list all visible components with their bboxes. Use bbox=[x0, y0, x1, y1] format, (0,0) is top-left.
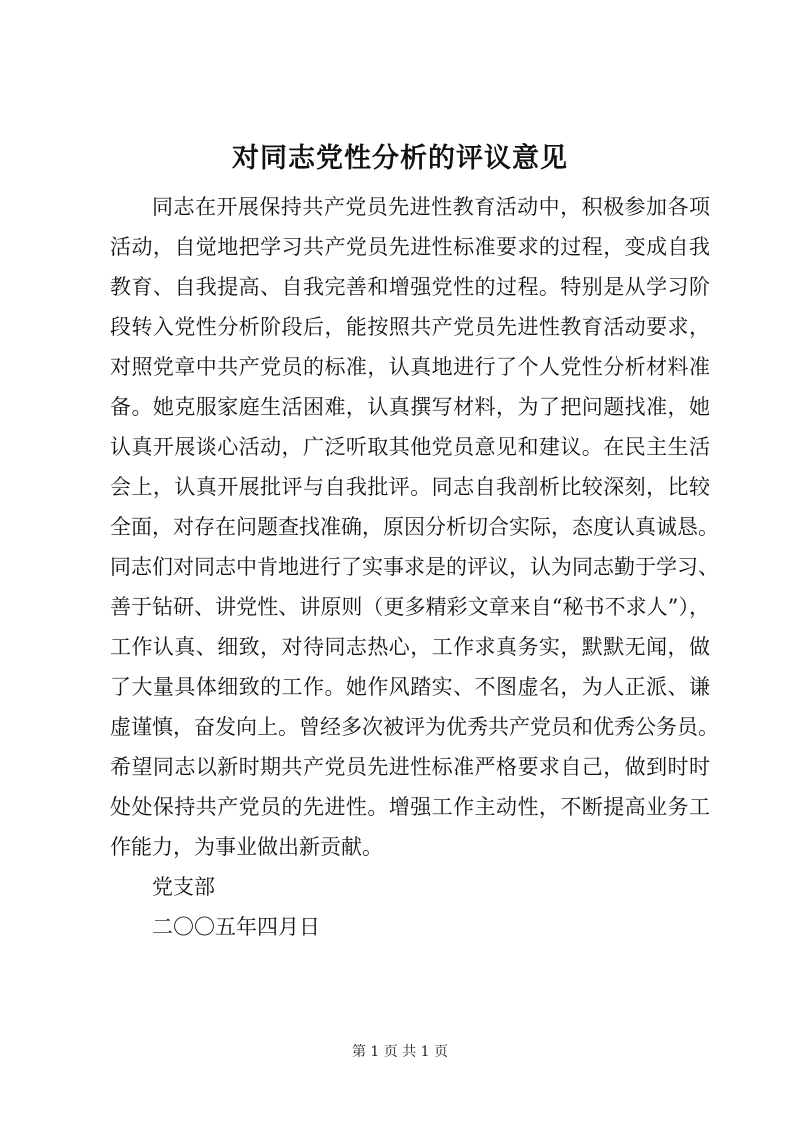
signature-date: 二〇〇五年四月日 bbox=[152, 915, 320, 939]
page-footer: 第 1 页 共 1 页 bbox=[351, 1044, 449, 1060]
body-line: 希望同志以新时期共产党员先进性标准严格要求自己，做到时时 bbox=[110, 755, 710, 779]
body-line: 段转入党性分析阶段后，能按照共产党员先进性教育活动要求， bbox=[110, 315, 710, 339]
document-title: 对同志党性分析的评议意见 bbox=[232, 143, 568, 174]
body-line: 会上，认真开展批评与自我批评。同志自我剖析比较深刻，比较 bbox=[110, 475, 710, 499]
body-line: 善于钻研、讲党性、讲原则（更多精彩文章来自“秘书不求人”）， bbox=[110, 595, 710, 619]
body-line: 对照党章中共产党员的标准，认真地进行了个人党性分析材料准 bbox=[110, 355, 710, 379]
body-line: 认真开展谈心活动，广泛听取其他党员意见和建议。在民主生活 bbox=[110, 435, 710, 459]
body-line: 作能力，为事业做出新贡献。 bbox=[110, 835, 383, 859]
body-line: 全面，对存在问题查找准确，原因分析切合实际，态度认真诚恳。 bbox=[110, 515, 719, 539]
document-body bbox=[110, 187, 719, 867]
body-line: 虚谨慎，奋发向上。曾经多次被评为优秀共产党员和优秀公务员。 bbox=[110, 715, 719, 739]
body-line: 教育、自我提高、自我完善和增强党性的过程。特别是从学习阶 bbox=[110, 275, 710, 299]
body-line: 处处保持共产党员的先进性。增强工作主动性，不断提高业务工 bbox=[110, 795, 710, 819]
body-line: 同志在开展保持共产党员先进性教育活动中，积极参加各项 bbox=[152, 195, 710, 219]
body-line: 备。她克服家庭生活困难，认真撰写材料，为了把问题找准，她 bbox=[110, 395, 710, 419]
body-line: 工作认真、细致，对待同志热心，工作求真务实，默默无闻，做 bbox=[110, 635, 710, 659]
body-line: 同志们对同志中肯地进行了实事求是的评议，认为同志勤于学习、 bbox=[110, 555, 719, 579]
body-line: 活动，自觉地把学习共产党员先进性标准要求的过程，变成自我 bbox=[110, 235, 710, 259]
signature-org: 党支部 bbox=[152, 875, 215, 899]
body-line: 了大量具体细致的工作。她作风踏实、不图虚名，为人正派、谦 bbox=[110, 675, 710, 699]
